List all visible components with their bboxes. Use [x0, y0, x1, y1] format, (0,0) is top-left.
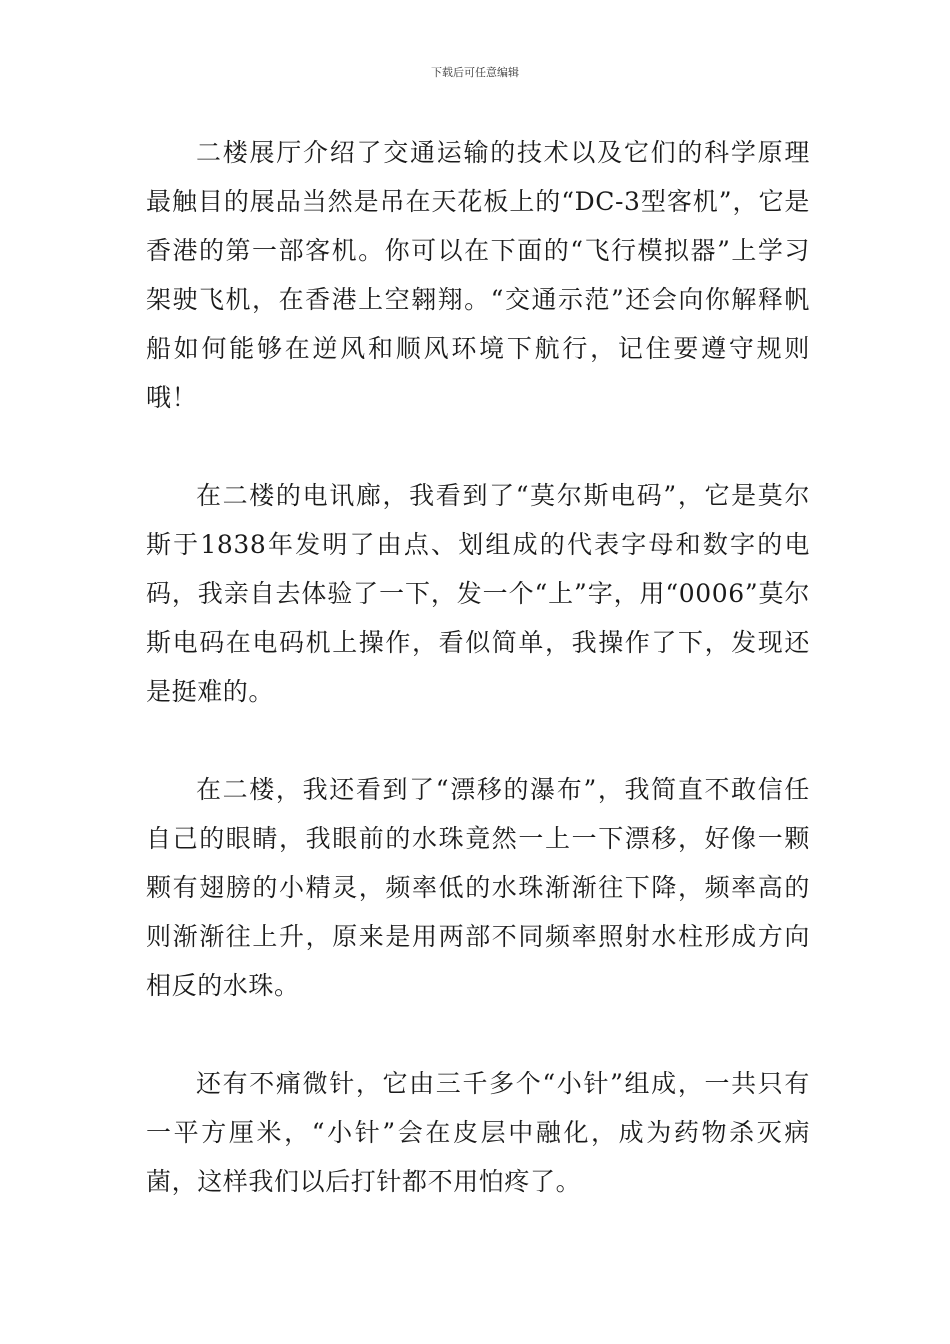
- paragraph-gap: [146, 716, 810, 765]
- paragraph-gap: [146, 422, 810, 471]
- paragraph-drifting-waterfall: 在二楼，我还看到了“漂移的瀑布”，我简直不敢信任自己的眼睛，我眼前的水珠竟然一上一下漂移，好像一颗颗有翅膀的小精灵，频率低的水珠渐渐往下降，频率高的则渐渐往上升，原来是用两部不同频率照射水柱形成方向相反的水珠。: [146, 775, 810, 1000]
- paragraph-exhibition-hall: 二楼展厅介绍了交通运输的技术以及它们的科学原理最触目的展品当然是吊在天花板上的“DC-3型客机”，它是香港的第一部客机。你可以在下面的“飞行模拟器”上学习架驶飞机，在香港上空翱翔。“交通示范”还会向你解释帆船如何能够在逆风和顺风环境下航行，记住要遵守规则哦！: [146, 138, 810, 412]
- page-header: 下载后可任意编辑: [431, 66, 519, 79]
- paragraph-gap: [146, 1010, 810, 1059]
- paragraph-morse-code: 在二楼的电讯廊，我看到了“莫尔斯电码”，它是莫尔斯于1838年发明了由点、划组成的代表字母和数字的电码，我亲自去体验了一下，发一个“上”字，用“0006”莫尔斯电码在电码机上操作，看似简单，我操作了下，发现还是挺难的。: [146, 481, 810, 706]
- document-body: [146, 128, 810, 1206]
- paragraph-microneedle: 还有不痛微针，它由三千多个“小针”组成，一共只有一平方厘米，“小针”会在皮层中融化，成为药物杀灭病菌，这样我们以后打针都不用怕疼了。: [146, 1069, 810, 1196]
